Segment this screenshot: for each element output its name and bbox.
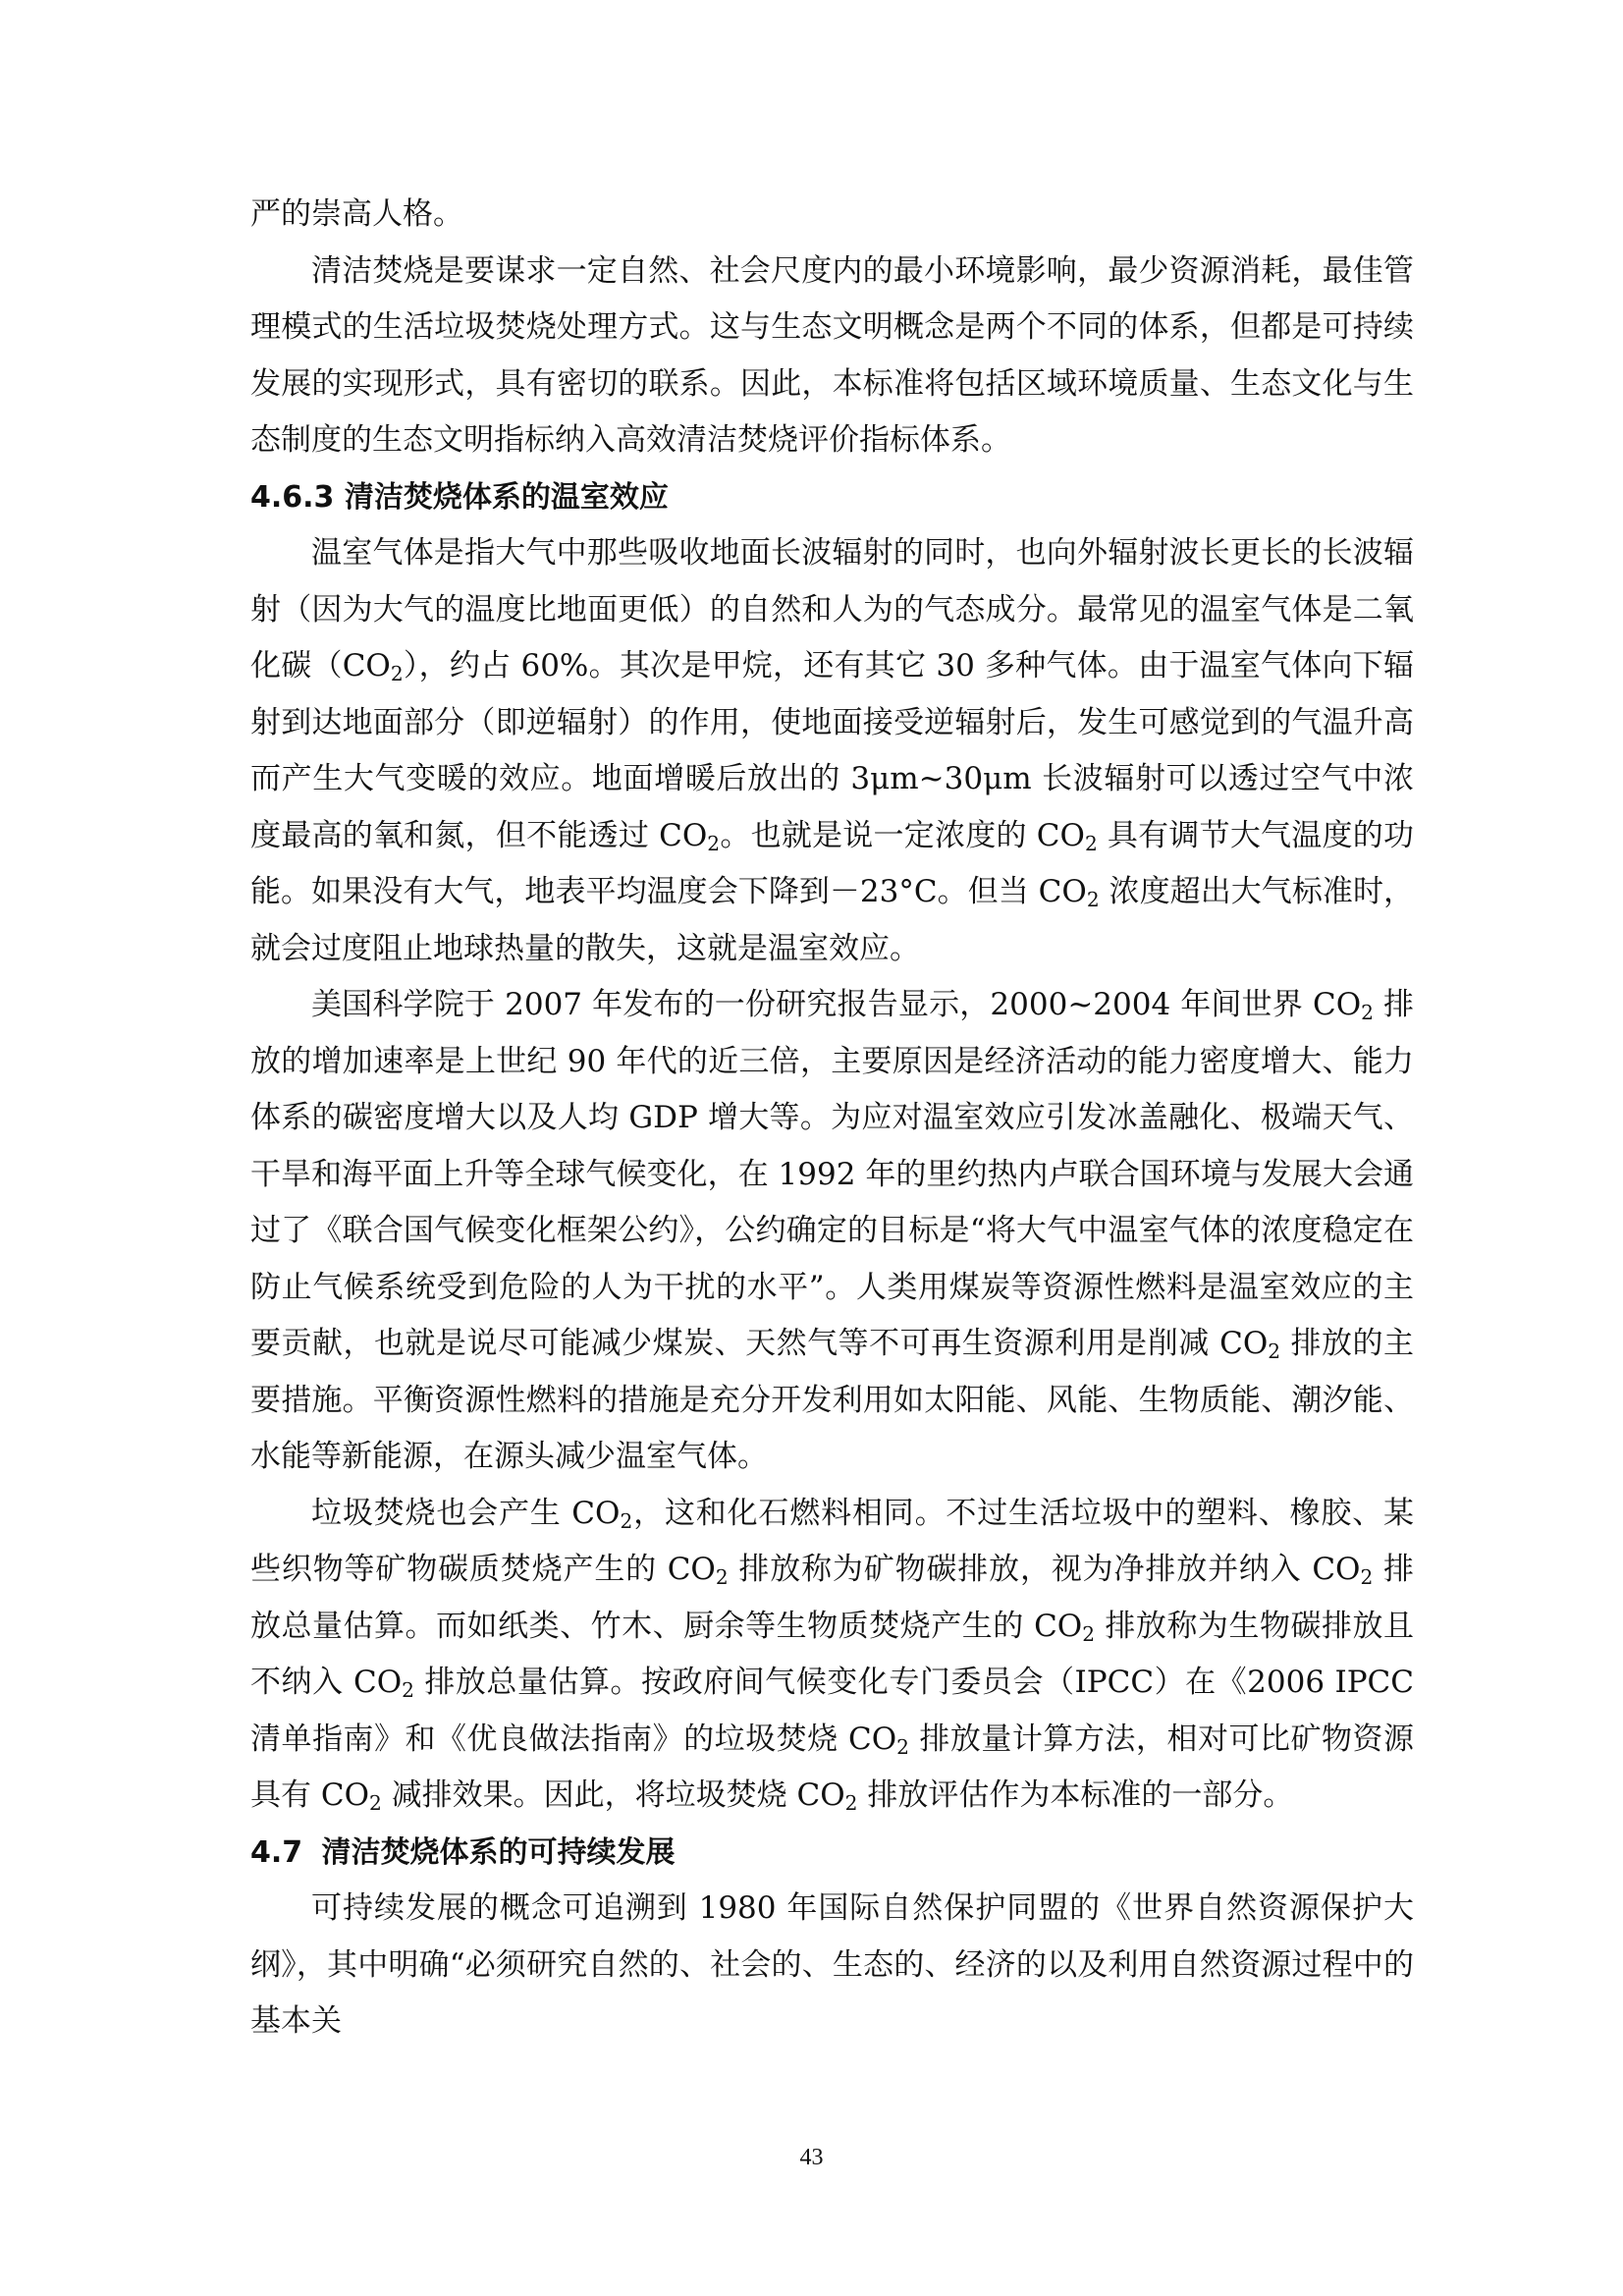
section-title: 清洁焚烧体系的温室效应 (344, 479, 669, 515)
section-heading-4-6-3 (250, 469, 1414, 526)
paragraph: 清洁焚烧是要谋求一定自然、社会尺度内的最小环境影响，最少资源消耗，最佳管理模式的生活垃圾焚烧处理方式。这与生态文明概念是两个不同的体系，但都是可持续发展的实现形式，具有密切的联系。因此，本标准将包括区域环境质量、生态文化与生态制度的生态文明指标纳入高效清洁焚烧评价指标体系。 (250, 252, 1414, 458)
page-number: 43 (799, 2145, 824, 2170)
document-body (250, 187, 1414, 2050)
section-title: 清洁焚烧体系的可持续发展 (321, 1834, 676, 1870)
paragraph-greenhouse-definition: 温室气体是指大气中那些吸收地面长波辐射的同时，也向外辐射波长更长的长波辐射（因为大气的温度比地面更低）的自然和人为的气态成分。最常见的温室气体是二氧化碳$(CO_2)$，约占 60%。其次是甲烷，还有其它 30 多种气体。由于温室气体向下辐射到达地面部分（即逆辐射）的作用，使地面接受逆辐射后，发生可感觉到的气温升高而产生大气变暖的效应。地面增暖后放出的 3μm~30μm 长波辐射可以透过空气中浓度最高的氧和氮，但不能透过 $CO_2$。也就是说一定浓度的 $CO_2$ 具有调节大气温度的功能。如果没有大气，地表平均温度会下降到－23°C。但当 $CO_2$ 浓度超出大气标准时，就会过度阻止地球热量的散失，这就是温室效应。 (250, 535, 1414, 966)
section-heading-4-7 (250, 1825, 1414, 1882)
paragraph-emissions-report: 美国科学院于 2007 年发布的一份研究报告显示，2000~2004 年间世界 $CO_2$ 排放的增加速率是上世纪 90 年代的近三倍，主要原因是经济活动的能力密度增大、能力体系的碳密度增大以及人均 GDP 增大等。为应对温室效应引发冰盖融化、极端天气、干旱和海平面上升等全球气候变化，在 1992 年的里约热内卢联合国环境与发展大会通过了《联合国气候变化框架公约》，公约确定的目标是“将大气中温室气体的浓度稳定在防止气候系统受到危险的人为干扰的水平”。人类用煤炭等资源性燃料是温室效应的主要贡献，也就是说尽可能减少煤炭、天然气等不可再生资源利用是削减 $CO_2$ 排放的主要措施。平衡资源性燃料的措施是充分开发利用如太阳能、风能、生物质能、潮汐能、水能等新能源，在源头减少温室气体。 (250, 987, 1415, 1474)
section-number: 4.6.3 (250, 479, 335, 515)
paragraph-incineration-co2: 垃圾焚烧也会产生 $CO_2$，这和化石燃料相同。不过生活垃圾中的塑料、橡胶、某些织物等矿物碳质焚烧产生的 $CO_2$ 排放称为矿物碳排放，视为净排放并纳入 $CO_2$ 排放总量估算。而如纸类、竹木、厨余等生物质焚烧产生的 $CO_2$ 排放称为生物碳排放且不纳入 $CO_2$ 排放总量估算。按政府间气候变化专门委员会（IPCC）在《2006 IPCC 清单指南》和《优良做法指南》的垃圾焚烧 $CO_2$ 排放量计算方法，相对可比矿物资源具有 $CO_2$ 减排效果。因此，将垃圾焚烧 $CO_2$ 排放评估作为本标准的一部分。 (250, 1495, 1414, 1816)
paragraph-sustainable-development: 可持续发展的概念可追溯到 1980 年国际自然保护同盟的《世界自然资源保护大纲》，其中明确“必须研究自然的、社会的、生态的、经济的以及利用自然资源过程中的基本关 (250, 1890, 1414, 2039)
paragraph: 严的崇高人格。 (250, 196, 463, 232)
section-number: 4.7 (250, 1834, 303, 1870)
